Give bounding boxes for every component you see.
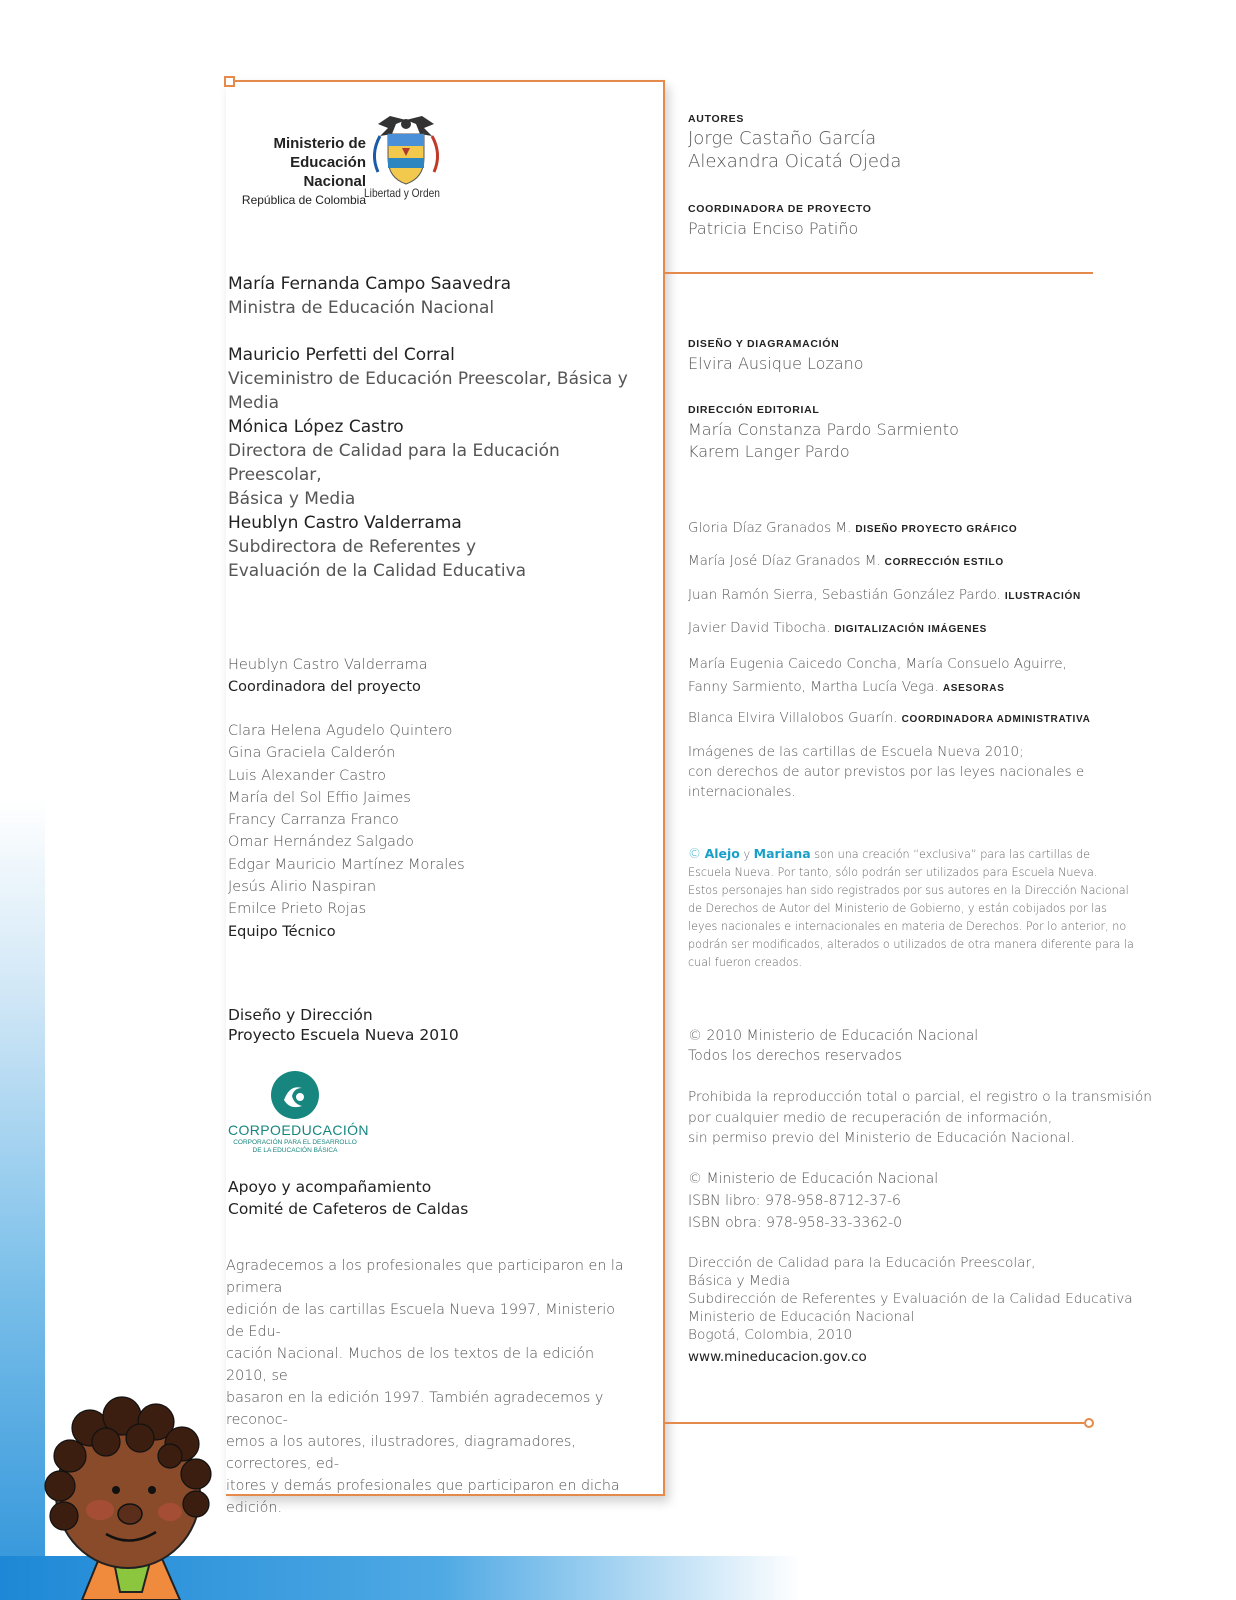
thanks-line: Agradecemos a los profesionales que participaron en la primera — [226, 1258, 624, 1296]
ministry-line3: República de Colombia — [241, 193, 366, 207]
coordinator-role: Coordinadora del proyecto — [228, 679, 421, 695]
project-coordinator-label: COORDINADORA DE PROYECTO — [688, 203, 872, 215]
coordinator-name: Heublyn Castro Valderrama — [228, 657, 428, 673]
official-role: Viceministro de Educación Preescolar, Básica y Media — [228, 369, 628, 413]
project-coordinator-name: Patricia Enciso Patiño — [688, 219, 859, 238]
support-line2: Comité de Cafeteros de Caldas — [228, 1200, 469, 1218]
design-name: Elvira Ausique Lozano — [688, 354, 864, 373]
design-direction-line1: Diseño y Dirección — [228, 1006, 373, 1024]
images-note — [688, 742, 1084, 802]
design-direction — [228, 1006, 459, 1045]
official-name: Mónica López Castro — [228, 417, 404, 437]
prohibition-line: sin permiso previo del Ministerio de Educación Nacional. — [688, 1130, 1075, 1146]
characters-line: cual fueron creados. — [688, 956, 803, 969]
official-role: Básica y Media — [228, 489, 356, 509]
team-member: Luis Alexander Castro — [228, 767, 386, 784]
credit-line — [688, 520, 1017, 536]
support-block — [228, 1176, 468, 1220]
end-circle-marker — [1084, 1418, 1094, 1428]
characters-line: leyes nacionales e internacionales en materia de Derechos. Por lo anterior, no — [688, 920, 1127, 933]
credit-text: Gloria Díaz Granados M. — [688, 520, 852, 536]
official-role: Subdirectora de Referentes y — [228, 537, 477, 557]
credit-line — [688, 710, 1091, 726]
credit-text: María José Díaz Granados M. — [688, 553, 881, 569]
images-note-line: internacionales. — [688, 784, 796, 800]
team-label: Equipo Técnico — [228, 923, 336, 940]
ministry-logo — [226, 130, 456, 210]
official-role: Ministra de Educación Nacional — [228, 298, 495, 318]
corpo-sub1: CORPORACIÓN PARA EL DESARROLLO — [233, 1139, 357, 1146]
address-line: Ministerio de Educación Nacional — [688, 1309, 915, 1325]
characters-notice — [688, 845, 1134, 972]
officials-list — [228, 272, 648, 583]
character-name-mariana: Mariana — [753, 846, 811, 861]
credit-line — [688, 587, 1081, 603]
thanks-line: basaron en la edición 1997. También agradecemos y reconoc- — [226, 1390, 604, 1428]
team-member: María del Sol Effio Jaimes — [228, 789, 411, 806]
corpo-name: CORPOEDUCACIÓN — [228, 1122, 369, 1138]
characters-line: Escuela Nueva. Por tanto, sólo podrán ser utilizados para Escuela Nueva. — [688, 866, 1098, 879]
team-member: Gina Graciela Calderón — [228, 745, 396, 762]
child-character-illustration — [30, 1386, 220, 1600]
character-name-alejo: Alejo — [704, 846, 740, 861]
project-coordinator-block — [688, 203, 872, 241]
credit-text: Javier David Tibocha. — [688, 620, 831, 636]
copyright-line: © 2010 Ministerio de Educación Nacional — [688, 1028, 979, 1044]
corner-square-marker — [224, 76, 235, 87]
ministry-line1: Ministerio de — [273, 135, 366, 152]
credit-line — [688, 553, 1004, 569]
team-member: Clara Helena Agudelo Quintero — [228, 723, 453, 739]
credit-text: María Eugenia Caicedo Concha, María Consuelo Aguirre, — [688, 656, 1067, 672]
isbn-line: © Ministerio de Educación Nacional — [688, 1171, 939, 1187]
team-block — [228, 720, 465, 943]
characters-line: podrán ser modificados, alterados o utilizados de otra manera diferente para la — [688, 938, 1134, 951]
design-label: DISEÑO Y DIAGRAMACIÓN — [688, 338, 840, 350]
prohibition-line: por cualquier medio de recuperación de información, — [688, 1109, 1053, 1126]
ministry-motto: Libertad y Orden — [364, 186, 440, 200]
authors-label: AUTORES — [688, 113, 745, 125]
address-line: Dirección de Calidad para la Educación Preescolar, — [688, 1255, 1036, 1271]
address-block — [688, 1254, 1133, 1344]
thanks-line: cación Nacional. Muchos de los textos de la edición 2010, se — [226, 1346, 595, 1384]
characters-line: Estos personajes han sido registrados por sus autores en la Dirección Nacional — [688, 884, 1129, 897]
credit-label: ASESORAS — [942, 683, 1005, 694]
editorial-block — [688, 404, 959, 462]
isbn-block — [688, 1168, 938, 1234]
credit-label: CORRECCIÓN ESTILO — [884, 557, 1004, 568]
copyright-line: Todos los derechos reservados — [688, 1048, 902, 1064]
team-member: Francy Carranza Franco — [228, 812, 399, 829]
corpo-sub2: DE LA EDUCACIÓN BÁSICA — [252, 1147, 338, 1154]
thanks-paragraph — [226, 1255, 636, 1519]
official-entry — [228, 415, 648, 511]
prohibition-line: Prohibida la reproducción total o parcial, el registro o la transmisión — [688, 1089, 1152, 1105]
character-and: y — [743, 848, 751, 861]
official-entry — [228, 343, 648, 415]
prohibition-block — [688, 1087, 1152, 1149]
corpoeducacion-logo — [226, 1070, 386, 1160]
author-name: Jorge Castaño García — [688, 128, 877, 149]
credit-line — [688, 620, 987, 636]
team-member: Edgar Mauricio Martínez Morales — [228, 856, 465, 873]
corpoeducacion-emblem-icon — [270, 1070, 320, 1120]
editorial-name: Karem Langer Pardo — [688, 442, 850, 461]
official-role: Directora de Calidad para la Educación Preescolar, — [228, 441, 560, 485]
official-name: Heublyn Castro Valderrama — [228, 513, 462, 533]
team-member: Emilce Prieto Rojas — [228, 901, 367, 918]
official-role: Evaluación de la Calidad Educativa — [228, 561, 527, 581]
official-name: Mauricio Perfetti del Corral — [228, 345, 455, 365]
official-name: María Fernanda Campo Saavedra — [228, 274, 511, 294]
address-line: Subdirección de Referentes y Evaluación de la Calidad Educativa — [688, 1291, 1133, 1307]
editorial-label: DIRECCIÓN EDITORIAL — [688, 404, 820, 416]
characters-line: de Derechos de Autor del Ministerio de Gobierno, y están cobijados por las — [688, 902, 1108, 915]
characters-text: son una creación “exclusiva” para las cartillas de — [814, 848, 1091, 861]
divider-line-top — [663, 272, 1093, 274]
website-link[interactable]: www.mineducacion.gov.co — [688, 1349, 867, 1365]
credit-label: DISEÑO PROYECTO GRÁFICO — [855, 524, 1018, 535]
official-entry — [228, 511, 648, 583]
thanks-line: emos a los autores, ilustradores, diagramadores, correctores, ed- — [226, 1434, 576, 1472]
support-line1: Apoyo y acompañamiento — [228, 1178, 432, 1196]
images-note-line: con derechos de autor previstos por las leyes nacionales e — [688, 764, 1085, 780]
coordinator-block — [228, 654, 428, 698]
authors-block — [688, 113, 901, 173]
isbn-line: ISBN obra: 978-958-33-3362-0 — [688, 1215, 903, 1231]
design-block — [688, 338, 864, 376]
thanks-line: edición de las cartillas Escuela Nueva 1997, Ministerio de Edu- — [226, 1302, 616, 1340]
credit-label: DIGITALIZACIÓN IMÁGENES — [834, 624, 987, 635]
credit-line — [688, 653, 1067, 700]
team-member: Jesús Alirio Naspiran — [228, 879, 377, 896]
credit-label: ILUSTRACIÓN — [1004, 591, 1081, 602]
isbn-line: ISBN libro: 978-958-8712-37-6 — [688, 1193, 901, 1209]
address-line: Básica y Media — [688, 1273, 791, 1289]
divider-line-bottom — [663, 1422, 1084, 1424]
thanks-line: itores y demás profesionales que participaron en dicha edición. — [226, 1478, 620, 1516]
copyright-symbol: © — [688, 847, 701, 862]
ministry-line2: Educación Nacional — [290, 154, 366, 190]
copyright-block — [688, 1026, 978, 1066]
editorial-name: María Constanza Pardo Sarmiento — [688, 420, 959, 439]
coat-of-arms-icon — [366, 114, 446, 192]
team-member: Omar Hernández Salgado — [228, 834, 414, 851]
official-entry — [228, 272, 648, 343]
credit-text: Blanca Elvira Villalobos Guarín. — [688, 710, 898, 726]
author-name: Alexandra Oicatá Ojeda — [688, 151, 902, 172]
credit-label: COORDINADORA ADMINISTRATIVA — [901, 714, 1091, 725]
design-direction-line2: Proyecto Escuela Nueva 2010 — [228, 1025, 459, 1044]
credit-text: Fanny Sarmiento, Martha Lucía Vega. — [688, 679, 939, 695]
credit-text: Juan Ramón Sierra, Sebastián González Pardo. — [688, 587, 1001, 603]
images-note-line: Imágenes de las cartillas de Escuela Nueva 2010; — [688, 744, 1024, 760]
address-line: Bogotá, Colombia, 2010 — [688, 1327, 853, 1343]
